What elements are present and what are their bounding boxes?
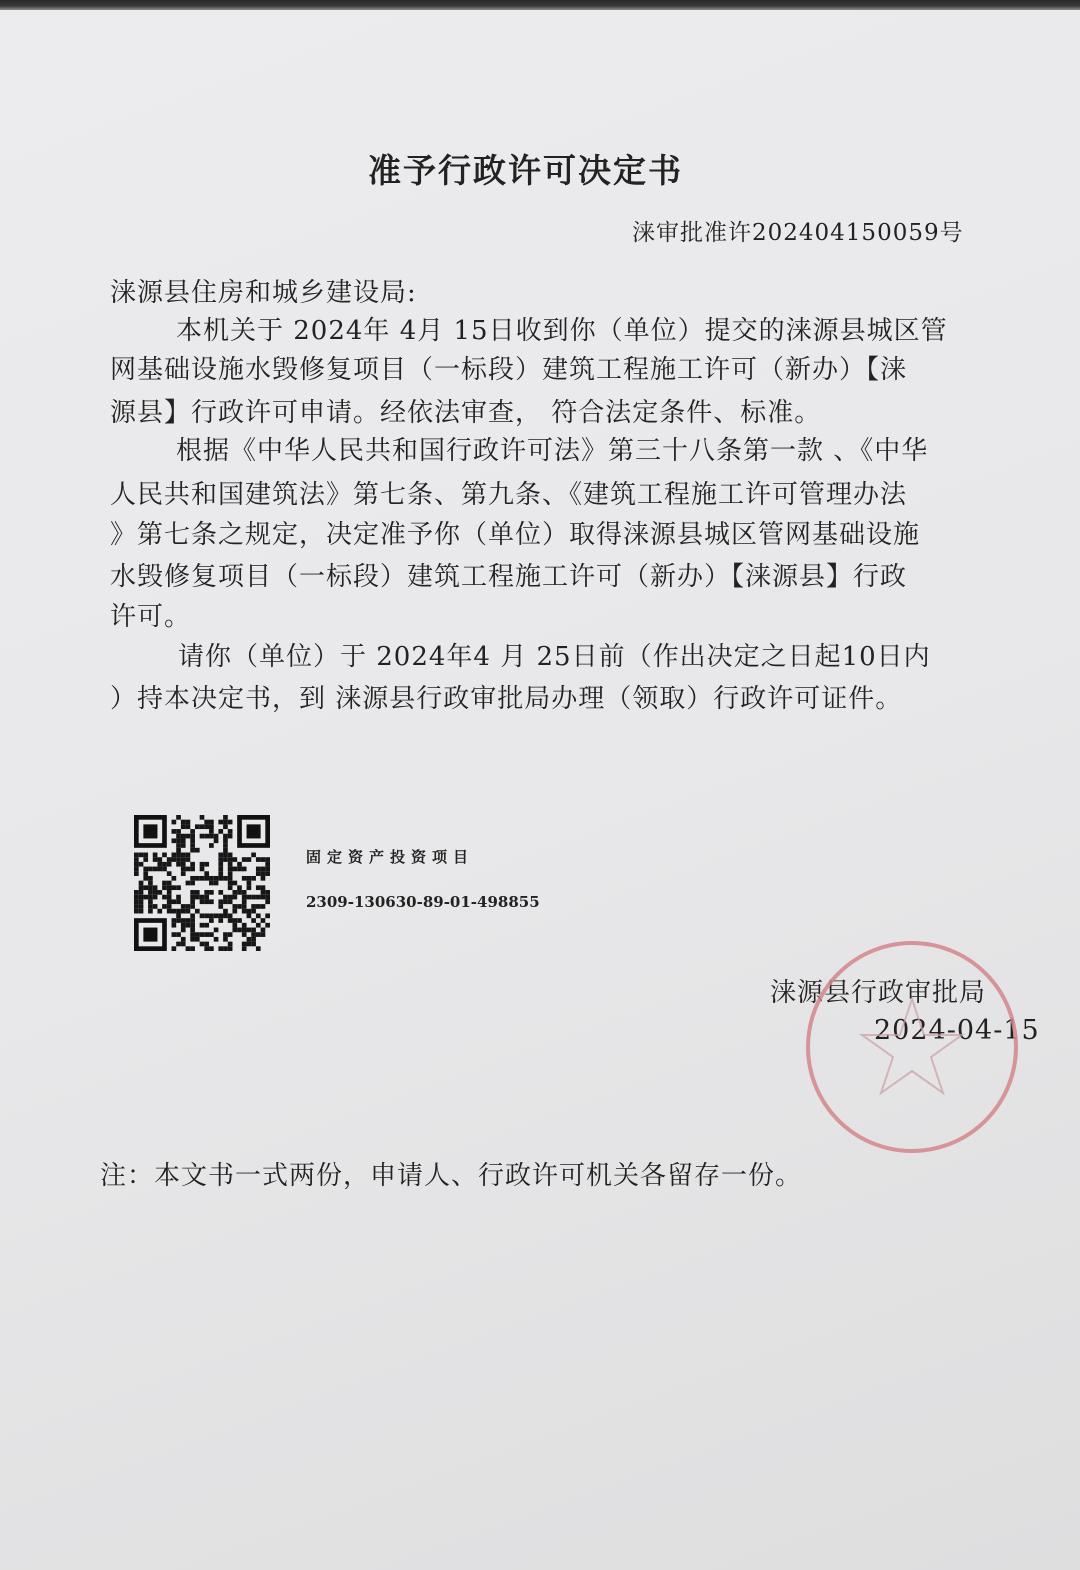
paragraph-3-line: ）持本决定书，到 涞源县行政审批局办理（领取）行政许可证件。 (110, 684, 903, 714)
paragraph-2-line: 》第七条之规定，决定准予你（单位）取得涞源县城区管网基础设施 (110, 520, 921, 550)
project-label: 固定资产投资项目 (306, 848, 475, 866)
note: 注：本文书一式两份，申请人、行政许可机关各留存一份。 (100, 1161, 803, 1191)
paragraph-1-line: 本机关于 2024年 4月 15日收到你（单位）提交的涞源县城区管 (176, 316, 948, 346)
paragraph-2-line: 根据《中华人民共和国行政许可法》第三十八条第一款 、《中华 (176, 436, 929, 466)
issuer: 涞源县行政审批局 (770, 978, 987, 1008)
paragraph-3-line: 请你（单位）于 2024年4 月 25日前（作出决定之日起10日内 (178, 642, 931, 672)
document-number: 涞审批准许202404150059号 (632, 220, 964, 246)
qr-code (133, 815, 271, 951)
paragraph-1-line: 网基础设施水毁修复项目（一标段）建筑工程施工许可（新办）【涞 (110, 355, 908, 385)
issue-date: 2024-04-15 (874, 1015, 1040, 1046)
paragraph-1-line: 源县】行政许可申请。经依法审查， 符合法定条件、标准。 (110, 398, 822, 428)
official-seal-stamp (802, 937, 1022, 1157)
paragraph-2-line: 水毁修复项目（一标段）建筑工程施工许可（新办）【涞源县】行政 (110, 562, 908, 592)
document-title: 准予行政许可决定书 (368, 151, 683, 190)
project-code: 2309-130630-89-01-498855 (306, 893, 540, 911)
paragraph-2-line: 人民共和国建筑法》第七条、第九条、《建筑工程施工许可管理办法 (110, 480, 908, 510)
recipient: 涞源县住房和城乡建设局: (110, 278, 417, 308)
paragraph-2-line: 许可。 (110, 602, 192, 632)
